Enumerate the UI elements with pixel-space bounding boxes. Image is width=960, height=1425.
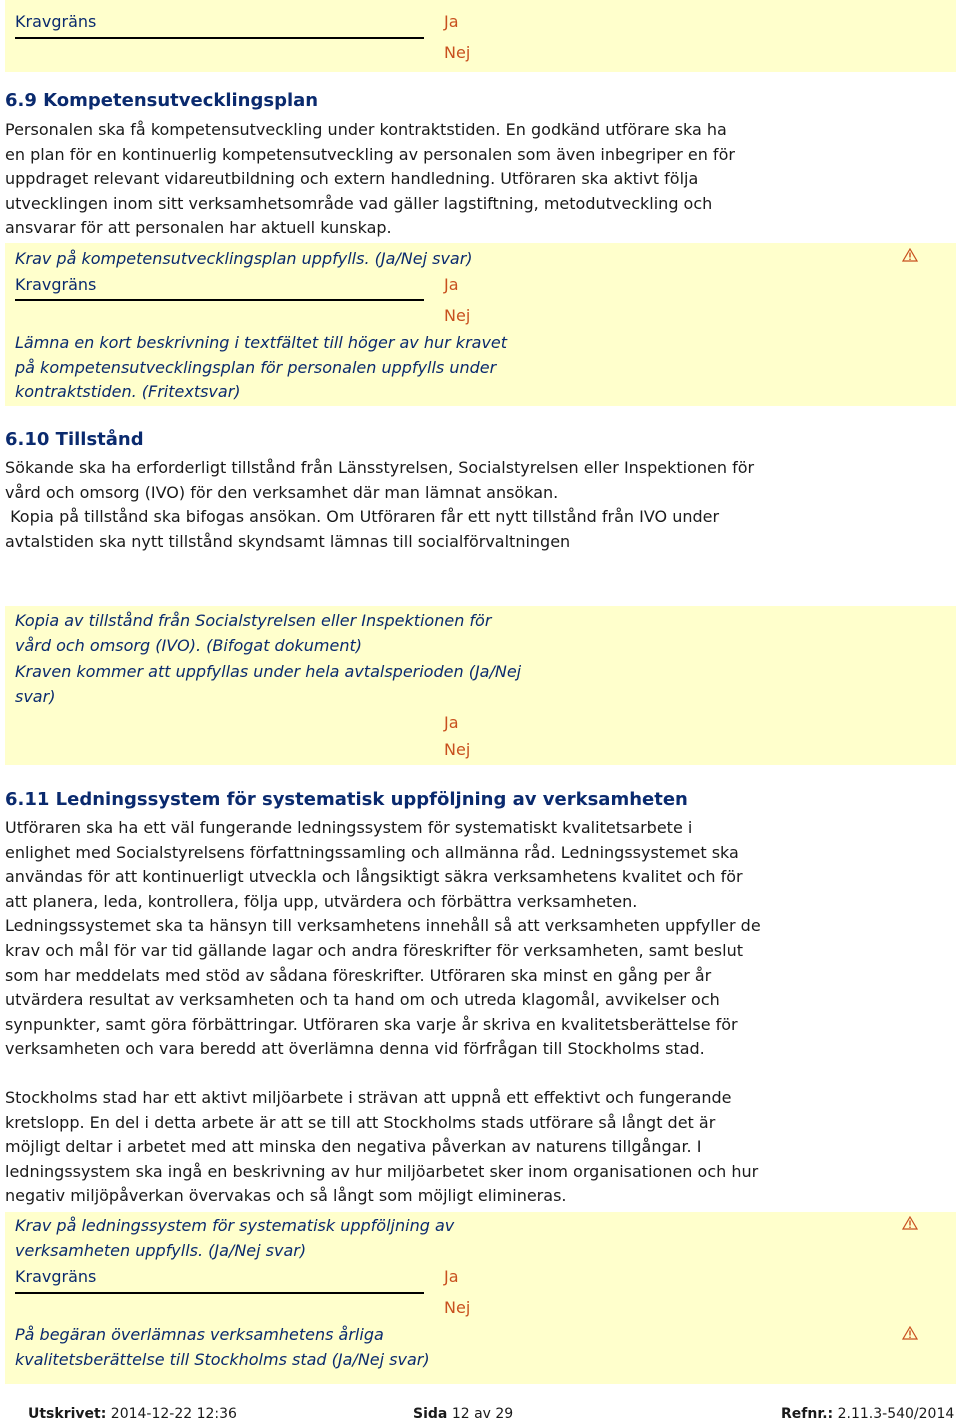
body-line: utvärdera resultat av verksamheten och ta hand om och utreda klagomål, avvikelser och: [5, 990, 720, 1010]
footer-page: [413, 1405, 513, 1423]
body-line: Ledningssystemet ska ta hänsyn till verksamhetens innehåll så att verksamheten uppfyller de: [5, 916, 761, 936]
question-line: kontraktstiden. (Fritextsvar): [15, 382, 241, 402]
warning-icon[interactable]: [902, 248, 918, 262]
warning-icon[interactable]: [902, 1326, 918, 1340]
body-line: enlighet med Socialstyrelsens författningssamling och allmänna råd. Ledningssystemet ska: [5, 842, 739, 862]
option-ja[interactable]: Ja: [444, 713, 459, 732]
option-ja[interactable]: Ja: [444, 275, 459, 294]
body-line: negativ miljöpåverkan övervakas och så långt som möjligt elimineras.: [5, 1186, 567, 1206]
kravgrans-label: Kravgräns: [15, 1267, 97, 1286]
kravgrans-label: Kravgräns: [15, 12, 97, 31]
question-line: svar): [15, 686, 56, 706]
body-line: Kopia på tillstånd ska bifogas ansökan. Om Utföraren får ett nytt tillstånd från IVO under: [5, 507, 720, 527]
footer-refnr-label: Refnr.:: [781, 1406, 834, 1422]
footer-refnr: [781, 1405, 954, 1423]
requirement-krav: [15, 1214, 454, 1263]
question-line: Krav på ledningssystem för systematisk uppföljning av: [15, 1216, 455, 1235]
footer-page-value: 12 av 29: [451, 1406, 514, 1422]
body-line: utvecklingen inom sitt verksamhetsområde vad gäller lagstiftning, metodutveckling och: [5, 193, 713, 213]
body-line: Sökande ska ha erforderligt tillstånd från Länsstyrelsen, Socialstyrelsen eller Inspektionen för: [5, 458, 755, 477]
question-line: verksamheten uppfylls. (Ja/Nej svar): [15, 1240, 307, 1260]
body-line: användas för att kontinuerligt utveckla och långsiktigt säkra verksamhetens kvalitet och för: [5, 867, 743, 887]
footer-printed-label: Utskrivet:: [28, 1406, 107, 1422]
body-line: Personalen ska få kompetensutveckling under kontraktstiden. En godkänd utförare ska ha: [5, 120, 727, 139]
option-nej[interactable]: Nej: [444, 740, 471, 759]
section-6-10-body: [5, 456, 754, 554]
section-heading-6-11: 6.11 Ledningssystem för systematisk uppföljning av verksamheten: [5, 789, 688, 810]
question-line: kvalitetsberättelse till Stockholms stad (Ja/Nej svar): [15, 1349, 430, 1369]
body-line: att planera, leda, kontrollera, följa upp, utvärdera och förbättra verksamheten.: [5, 891, 638, 911]
option-ja[interactable]: Ja: [444, 1267, 459, 1286]
body-line: möjligt deltar i arbetet med att minska den negativa påverkan av naturens tillgångar. I: [5, 1137, 702, 1157]
body-line: kretslopp. En del i detta arbete är att se till att Stockholms stads utförare så långt det är: [5, 1112, 716, 1132]
question-line: på kompetensutvecklingsplan för personalen uppfylls under: [15, 357, 497, 377]
requirement-box-top: [5, 0, 956, 72]
footer-refnr-value: 2.11.3-540/2014: [837, 1406, 955, 1422]
question-line: På begäran överlämnas verksamhetens årliga: [15, 1325, 384, 1344]
footer-page-label: Sida: [413, 1406, 448, 1422]
option-nej[interactable]: Nej: [444, 306, 471, 325]
body-line: krav och mål för var tid gällande lagar och andra föreskrifter för verksamheten, samt beslut: [5, 940, 743, 960]
body-line: ledningssystem ska ingå en beskrivning av hur miljöarbetet sker inom organisationen och hur: [5, 1161, 759, 1181]
option-nej[interactable]: Nej: [444, 43, 471, 62]
question-line: vård och omsorg (IVO). (Bifogat dokument): [15, 635, 362, 655]
requirement-krav: Krav på kompetensutvecklingsplan uppfylls. (Ja/Nej svar): [15, 249, 473, 268]
question-line: Kraven kommer att uppfyllas under hela avtalsperioden (Ja/Nej: [15, 662, 522, 681]
question-line: Lämna en kort beskrivning i textfältet till höger av hur kravet: [15, 333, 508, 352]
attachment-question: [15, 609, 491, 658]
body-line: Stockholms stad har ett aktivt miljöarbete i strävan att uppnå ett effektivt och fungerande: [5, 1088, 732, 1107]
footer-printed: [28, 1405, 237, 1423]
body-line: uppdraget relevant vidareutbildning och extern handledning. Utföraren ska aktivt följa: [5, 169, 699, 189]
section-6-9-body: [5, 118, 735, 241]
warning-icon[interactable]: [902, 1216, 918, 1230]
body-line: verksamheten och vara beredd att överlämna denna vid förfrågan till Stockholms stad.: [5, 1039, 705, 1059]
body-line: Utföraren ska ha ett väl fungerande ledningssystem för systematiskt kvalitetsarbete i: [5, 818, 693, 837]
question-line: Kopia av tillstånd från Socialstyrelsen eller Inspektionen för: [15, 611, 492, 630]
kravgrans-label: Kravgräns: [15, 275, 97, 294]
requirement-krav: [15, 660, 521, 709]
section-6-11-p1: [5, 816, 761, 1062]
option-nej[interactable]: Nej: [444, 1298, 471, 1317]
footer-printed-value: 2014-12-22 12:36: [110, 1406, 237, 1422]
body-line: avtalstiden ska nytt tillstånd skyndsamt lämnas till socialförvaltningen: [5, 531, 571, 551]
report-question: [15, 1323, 430, 1372]
kravgrans-line: [15, 37, 424, 39]
body-line: en plan för en kontinuerlig kompetensutveckling av personalen som även inbegriper en för: [5, 144, 735, 164]
option-ja[interactable]: Ja: [444, 12, 459, 31]
fritext-question: [15, 331, 507, 405]
body-line: vård och omsorg (IVO) för den verksamhet där man lämnat ansökan.: [5, 482, 559, 502]
body-line: ansvarar för att personalen har aktuell kunskap.: [5, 218, 392, 238]
kravgrans-line: [15, 299, 424, 301]
section-heading-6-9: 6.9 Kompetensutvecklingsplan: [5, 90, 319, 111]
section-heading-6-10: 6.10 Tillstånd: [5, 429, 144, 450]
section-6-11-p2: [5, 1086, 758, 1209]
kravgrans-line: [15, 1292, 424, 1294]
body-line: som har meddelats med stöd av sådana föreskrifter. Utföraren ska minst en gång per år: [5, 965, 712, 985]
body-line: synpunkter, samt göra förbättringar. Utföraren ska varje år skriva en kvalitetsberättelse för: [5, 1014, 738, 1034]
